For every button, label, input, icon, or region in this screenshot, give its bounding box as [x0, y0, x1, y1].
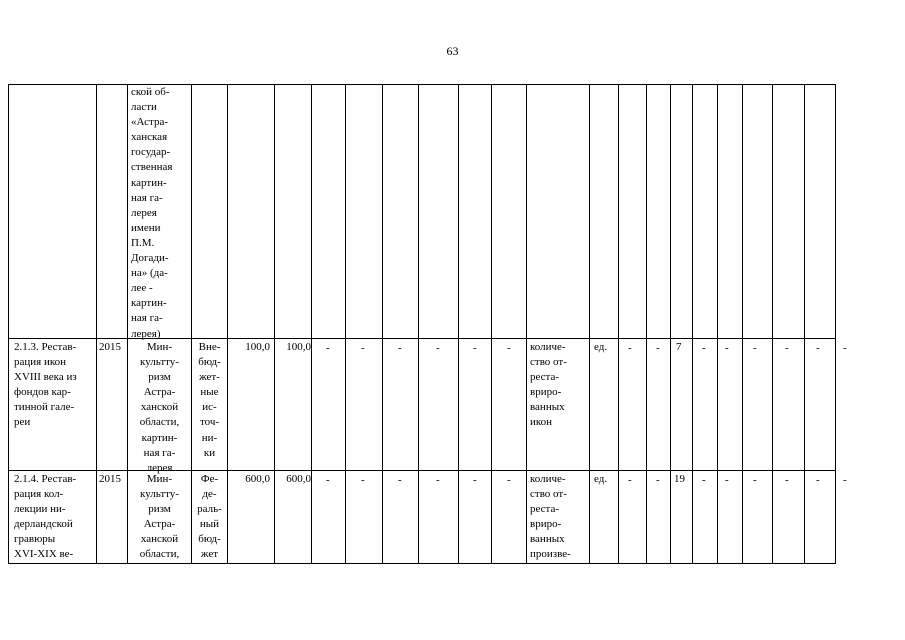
row-source-cell — [192, 472, 227, 563]
dash-cell: - — [326, 342, 330, 354]
dash-cell: - — [628, 342, 632, 354]
row-executor-cell — [128, 472, 191, 563]
executor-line: лерея) — [131, 327, 161, 340]
executor-line: государ- — [131, 146, 171, 159]
row-indicator-cell — [530, 472, 571, 563]
row-year-value: 600,0 — [286, 473, 311, 485]
row-executor-cell — [128, 340, 191, 476]
dash-cell: - — [656, 474, 660, 486]
source-line: ные — [200, 386, 219, 399]
name-line: 2.1.4. Рестав- — [14, 473, 77, 485]
dash-cell: - — [785, 474, 789, 486]
name-line: дерландской — [14, 518, 73, 531]
row-total: 100,0 — [245, 341, 270, 353]
name-line: реи — [14, 416, 31, 429]
executor-line: лерея — [131, 206, 157, 219]
source-line: жет — [200, 548, 219, 561]
executor-line: Мин- — [146, 473, 173, 485]
source-line: бюд- — [198, 356, 221, 369]
executor-line: на» (да- — [131, 267, 168, 280]
dash-cell: - — [361, 342, 365, 354]
dash-cell: - — [326, 474, 330, 486]
name-line: фондов кар- — [14, 386, 71, 399]
indicator-line: вриро- — [530, 386, 562, 399]
row-source-cell — [192, 340, 227, 461]
source-line: ни- — [201, 431, 218, 444]
executor-line: лерея — [146, 461, 173, 474]
continuation-executor-cell — [131, 85, 172, 342]
executor-line: ласти — [131, 101, 157, 114]
indicator-line: количе- — [530, 341, 566, 353]
indicator-line: вриро- — [530, 518, 562, 531]
dash-cell: - — [473, 474, 477, 486]
row-name-cell — [14, 340, 77, 431]
executor-line: Догади- — [131, 252, 169, 265]
dash-cell: - — [473, 342, 477, 354]
indicator-line: ванных — [530, 533, 565, 546]
executor-line: ризм — [148, 503, 171, 516]
executor-line: лее - — [131, 282, 153, 295]
source-line: раль- — [197, 503, 222, 516]
row-indicator-cell — [530, 340, 567, 431]
executor-line: Мин- — [146, 341, 173, 353]
dash-cell: - — [398, 474, 402, 486]
source-line: точ- — [199, 416, 220, 429]
executor-line: ханской — [140, 401, 179, 414]
executor-line: «Астра- — [131, 116, 169, 129]
row-unit: ед. — [594, 341, 608, 353]
dash-cell: - — [725, 474, 729, 486]
dash-cell: - — [753, 342, 757, 354]
executor-line: области, — [139, 416, 180, 429]
dash-cell: - — [753, 474, 757, 486]
dash-cell: - — [843, 342, 847, 354]
executor-line: П.М. — [131, 236, 155, 249]
dash-cell: - — [628, 474, 632, 486]
dash-cell: - — [785, 342, 789, 354]
executor-line: ханская — [131, 131, 168, 144]
row-name-cell — [14, 472, 76, 563]
row-value: 19 — [674, 473, 685, 485]
name-line: тинной гале- — [14, 401, 75, 414]
row-year: 2015 — [99, 341, 121, 353]
name-line: гравюры — [14, 533, 56, 546]
indicator-line: реста- — [530, 371, 560, 384]
indicator-line: произве- — [530, 548, 571, 561]
name-line: рация кол- — [14, 488, 64, 501]
executor-line: картин- — [131, 297, 167, 310]
dash-cell: - — [656, 342, 660, 354]
source-line: де- — [202, 488, 217, 501]
source-line: Фе- — [200, 473, 219, 485]
page-number: 63 — [446, 44, 459, 58]
executor-line: ственная — [131, 161, 173, 174]
executor-line: Астра- — [143, 386, 176, 399]
executor-line: картин- — [141, 431, 178, 444]
row-value: 7 — [676, 341, 682, 353]
source-line: жет- — [199, 371, 220, 384]
source-line: ки — [203, 446, 216, 459]
executor-line: ханской — [140, 533, 179, 546]
dash-cell: - — [702, 474, 706, 486]
executor-line: имени — [131, 221, 161, 234]
source-line: Вне- — [198, 341, 221, 353]
executor-line: ная га- — [131, 191, 163, 204]
dash-cell: - — [436, 342, 440, 354]
dash-cell: - — [507, 474, 511, 486]
source-line: ный — [199, 518, 220, 531]
dash-cell: - — [816, 342, 820, 354]
name-line: лекции ни- — [14, 503, 66, 516]
name-line: рация икон — [14, 356, 67, 369]
row-year: 2015 — [99, 473, 121, 485]
executor-line: ризм — [148, 371, 171, 384]
executor-line: Астра- — [143, 518, 176, 531]
name-line: 2.1.3. Рестав- — [14, 341, 77, 353]
row-total: 600,0 — [245, 473, 270, 485]
dash-cell: - — [361, 474, 365, 486]
executor-line: картин- — [131, 176, 167, 189]
row-unit: ед. — [594, 473, 608, 485]
indicator-line: ванных — [530, 401, 565, 414]
executor-line: ная га- — [143, 446, 176, 459]
indicator-line: количе- — [530, 473, 566, 485]
dash-cell: - — [398, 342, 402, 354]
source-line: ис- — [202, 401, 217, 414]
indicator-line: ство от- — [530, 488, 567, 501]
indicator-line: реста- — [530, 503, 560, 516]
dash-cell: - — [436, 474, 440, 486]
executor-line: культту- — [140, 488, 179, 501]
executor-line: области, — [139, 548, 180, 561]
executor-line: ской об- — [131, 86, 170, 98]
indicator-line: ство от- — [530, 356, 567, 369]
dash-cell: - — [702, 342, 706, 354]
dash-cell: - — [507, 342, 511, 354]
row-year-value: 100,0 — [286, 341, 311, 353]
name-line: XVIII века из — [14, 371, 77, 384]
indicator-line: икон — [530, 416, 553, 429]
dash-cell: - — [843, 474, 847, 486]
executor-line: ная га- — [131, 312, 163, 325]
executor-line: культту- — [140, 356, 179, 369]
source-line: бюд- — [198, 533, 221, 546]
dash-cell: - — [816, 474, 820, 486]
dash-cell: - — [725, 342, 729, 354]
name-line: XVI-XIX ве- — [14, 548, 74, 561]
